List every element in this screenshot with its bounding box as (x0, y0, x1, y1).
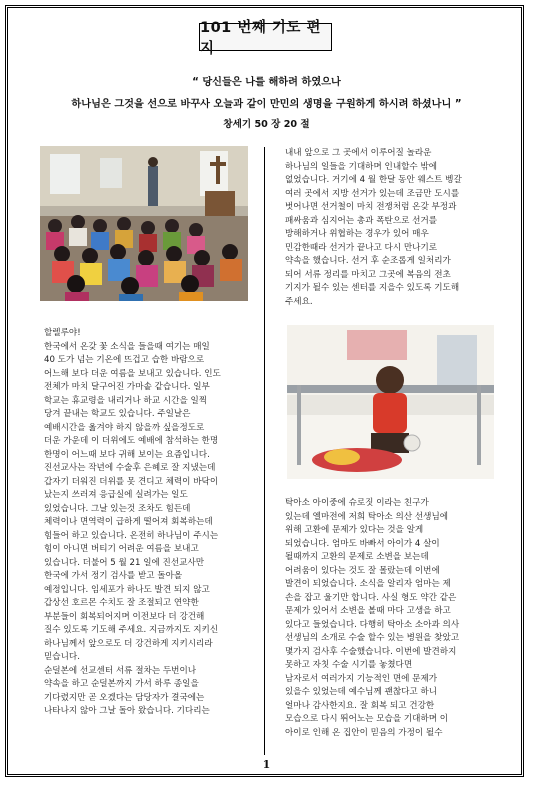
text-line: 손을 잡고 울기만 합니다. 사실 형도 약간 같은 (285, 592, 457, 603)
text-line: 방해하거나 위협하는 경우가 있어 매우 (285, 229, 429, 239)
text-line: 여러 곳에서 지방 선거가 있는데 조금만 도시를 (285, 188, 460, 199)
letter-title: 101 번째 기도 편지 (199, 23, 332, 51)
text-line: 없었습니다. 거기에 4 월 한달 동안 웨스트 벵갈 (285, 175, 462, 185)
text-line: 당겨 끝내는 학교도 있습니다. 주일날은 (44, 409, 191, 419)
text-line: 있을수 있었는데 예수님께 괜찮다고 하니 (285, 687, 438, 697)
text-line: 되어 서류 정리를 마치고 그곳에 복음의 전초 (285, 269, 451, 280)
text-line: 갑자기 더워진 더위를 못 견디고 체력이 바닥이 (44, 476, 219, 487)
text-line: 되었습니다. 엄마도 바빠서 아이가 4 살이 (285, 538, 440, 549)
text-line: 기지가 될수 있는 센터를 지을수 있도록 기도해 (285, 283, 460, 293)
text-line: 예정입니다. 임세포가 하나도 발견 되지 않고 (44, 584, 210, 595)
left-column-text (44, 327, 262, 719)
text-line: 모습으로 다시 뛰어노는 모습을 기대하며 이 (285, 714, 449, 724)
text-line: 아이로 인해 온 집안이 믿음의 가정이 될수 (285, 727, 443, 738)
verse-line-2: 하나님은 그것을 선으로 바꾸사 오늘과 같이 만민의 생명을 구원하게 하시려 하셨나니 ” (71, 99, 462, 110)
text-line: 40 도가 넘는 기온에 뜨겁고 습한 바람으로 (44, 355, 205, 365)
worship-service-photo (40, 146, 248, 301)
text-line: 더운 가운데 이 더위에도 예배에 참석하는 한명 (44, 436, 219, 446)
text-line: 갑상선 호르몬 수치도 잘 조절되고 연약한 (44, 598, 199, 608)
boy-hospital-photo (287, 325, 494, 479)
text-line: 있다고 들었습니다. 다행히 탁아소 소아과 의사 (285, 619, 460, 630)
text-line: 선생님의 소개로 수술 할수 있는 병원을 찾았고 (285, 633, 460, 643)
text-line: 학교는 휴교령을 내리거나 하교 시간을 일찍 (44, 395, 208, 406)
text-line: 질수 있도록 기도해 주세요. 지금까지도 지키신 (44, 625, 219, 635)
text-line: 체력이나 면역력이 급하게 떨어져 회복하는데 (44, 517, 213, 527)
right-column-top-text (285, 147, 497, 309)
text-line: 났는지 쓰러져 응급실에 실려가는 일도 (44, 490, 188, 500)
verse-line-1: “ 당신들은 나를 해하려 하였으나 (192, 77, 341, 88)
text-line: 발견이 되었습니다. 소식을 알리자 엄마는 제 (285, 579, 451, 589)
verse-reference: 창세기 50 장 20 절 (223, 119, 310, 130)
text-line: 문제가 있어서 소변을 볼때 마다 고생을 하고 (285, 606, 451, 616)
text-line: 벗어나면 선거철이 마치 전쟁처럼 온갖 부정과 (285, 202, 457, 212)
text-line: 힘들어 하고 있습니다. 온전히 하나님이 주시는 (44, 530, 219, 541)
text-line: 기다렸지만 곧 오겠다는 담당자가 결국에는 (44, 692, 205, 703)
text-line: 내내 앞으로 그 곳에서 이루어질 놀라운 (285, 148, 432, 158)
text-line: 믿습니다. (44, 652, 80, 662)
text-line: 순덜본에 선교센터 서류 절차는 두번이나 (44, 665, 197, 676)
text-line: 약속을 하고 순덜본까지 가서 하루 종일을 (44, 679, 199, 689)
text-line: 못하고 자칫 수술 시기를 놓쳤다면 (285, 660, 413, 670)
text-line: 하나님께서 앞으로도 더 강건하게 지키시리라 (44, 638, 213, 649)
text-line: 남자로서 여러가지 기능적인 면에 문제가 (285, 673, 438, 684)
text-line: 한국에서 온갖 꽃 소식을 들을때 여기는 매일 (44, 341, 210, 352)
column-divider (264, 147, 265, 755)
text-line: 예배시간을 옮겨야 하지 않을까 싶을정도로 (44, 422, 205, 433)
text-line: 전체가 마치 달구어진 가마솥 같습니다. 일부 (44, 382, 210, 392)
text-line: 진선교사는 작년에 수술후 은혜로 잘 지냈는데 (44, 463, 216, 473)
text-line: 어느해 보다 더운 여름을 보내고 있습니다. 인도 (44, 368, 221, 379)
text-line: 힘이 아니면 버티기 어려운 여름을 보내고 (44, 544, 199, 554)
text-line: 하나님의 일들을 기대하며 인내할수 밖에 (285, 161, 438, 172)
text-line: 패싸움과 심지어는 총과 폭탄으로 선거를 (285, 215, 438, 226)
text-line: 있었습니다. 그날 있는것 조차도 힘든데 (44, 503, 191, 514)
text-line: 몇가지 검사후 수술했습니다. 이번에 발견하지 (285, 646, 457, 657)
text-line: 한명이 어느때 보다 귀해 보이는 요즘입니다. (44, 449, 210, 460)
text-line: 약속을 했습니다. 선거 후 순조롭게 일처리가 (285, 256, 451, 266)
text-line: 할렐루야! (44, 328, 81, 338)
text-line: 탁아소 아이중에 슈로짓 이라는 친구가 (285, 498, 429, 508)
text-line: 얼마나 감사한지요. 잘 회복 되고 건강한 (285, 700, 435, 711)
text-line: 주세요. (285, 296, 313, 307)
text-line: 나타나지 않아 그날 돌아 왔습니다. 기다리는 (44, 706, 210, 716)
text-line: 한국에 가서 정기 검사를 받고 돌아올 (44, 571, 183, 581)
text-line: 위해 고환에 문제가 있다는 것을 알게 (285, 525, 424, 535)
text-line: 민감한때라 선거가 끝나고 다시 만나기로 (285, 242, 438, 253)
text-line: 있습니다. 더불어 5 월 21 일에 진선교사만 (44, 557, 205, 568)
page-number: 1 (262, 758, 271, 771)
text-line: 어려움이 있다는 것도 잘 몰랐는데 이번에 (285, 565, 440, 576)
right-column-bottom-text (285, 497, 497, 740)
text-line: 있는데 엘마전에 저희 탁아소 의산 선생님에 (285, 511, 449, 522)
text-line: 될때까지 고환의 문제로 소변을 보는데 (285, 552, 429, 562)
text-line: 부분들이 회복되어지며 이전보다 더 강건해 (44, 611, 205, 622)
